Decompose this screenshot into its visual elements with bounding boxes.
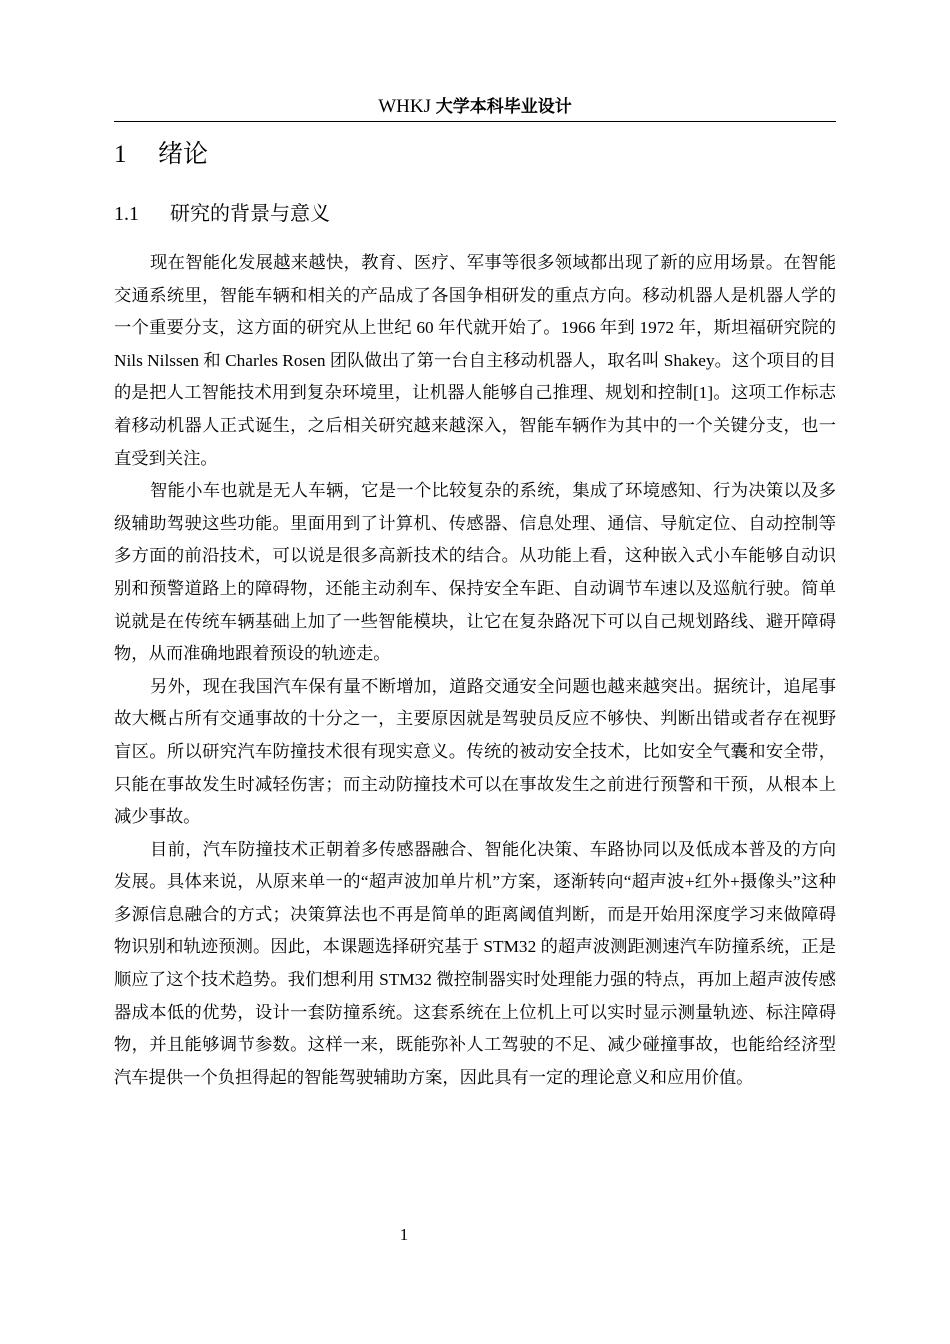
paragraph: 目前，汽车防撞技术正朝着多传感器融合、智能化决策、车路协同以及低成本普及的方向发展。具体来说，从原来单一的“超声波加单片机”方案，逐渐转向“超声波+红外+摄像头”这种多源信息融合的方式；决策算法也不再是简单的距离阈值判断，而是开始用深度学习来做障碍物识别和轨迹预测。因此，本课题选择研究基于 STM32 的超声波测距测速汽车防撞系统，正是顺应了这个技术趋势。我们想利用 STM32 微控制器实时处理能力强的特点，再加上超声波传感器成本低的优势，设计一套防撞系统。这套系统在上位机上可以实时显示测量轨迹、标注障碍物，并且能够调节参数。这样一来，既能弥补人工驾驶的不足、减少碰撞事故，也能给经济型汽车提供一个负担得起的智能驾驶辅助方案，因此具有一定的理论意义和应用价值。: [114, 839, 836, 1087]
running-header: [114, 94, 836, 120]
chapter-heading: [114, 136, 208, 173]
header-prefix: WHKJ: [378, 96, 432, 117]
paragraph: 另外，现在我国汽车保有量不断增加，道路交通安全问题也越来越突出。据统计，追尾事故大概占所有交通事故的十分之一，主要原因就是驾驶员反应不够快、判断出错或者存在视野盲区。所以研究汽车防撞技术很有现实意义。传统的被动安全技术，比如安全气囊和安全带，只能在事故发生时减轻伤害；而主动防撞技术可以在事故发生之前进行预警和干预，从根本上减少事故。: [114, 676, 836, 827]
section-number: 1.1: [114, 203, 139, 225]
header-school-title: 大学本科毕业设计: [435, 97, 572, 117]
section-heading: [114, 198, 330, 229]
page-number: 1: [399, 1225, 409, 1244]
paragraph: 智能小车也就是无人车辆，它是一个比较复杂的系统，集成了环境感知、行为决策以及多级辅助驾驶这些功能。里面用到了计算机、传感器、信息处理、通信、导航定位、自动控制等多方面的前沿技术，可以说是很多高新技术的结合。从功能上看，这种嵌入式小车能够自动识别和预警道路上的障碍物，还能主动刹车、保持安全车距、自动调节车速以及巡航行驶。简单说就是在传统车辆基础上加了一些智能模块，让它在复杂路况下可以自己规划路线、避开障碍物，从而准确地跟着预设的轨迹走。: [114, 481, 836, 664]
chapter-number: 1: [114, 141, 127, 168]
header-rule: [114, 121, 836, 122]
chapter-title: 绪论: [158, 139, 209, 168]
section-title: 研究的背景与意义: [170, 201, 330, 225]
paragraph: 现在智能化发展越来越快，教育、医疗、军事等很多领域都出现了新的应用场景。在智能交通系统里，智能车辆和相关的产品成了各国争相研发的重点方向。移动机器人是机器人学的一个重要分支，这方面的研究从上世纪 60 年代就开始了。1966 年到 1972 年，斯坦福研究院的 Nils Nilssen 和 Charles Rosen 团队做出了第一台自主移动机器人，取名叫 Shakey。这个项目的目的是把人工智能技术用到复杂环境里，让机器人能够自己推理、规划和控制[1]。这项工作标志着移动机器人正式诞生，之后相关研究越来越深入，智能车辆作为其中的一个关键分支，也一直受到关注。: [114, 253, 836, 468]
body-text: [114, 247, 836, 1094]
